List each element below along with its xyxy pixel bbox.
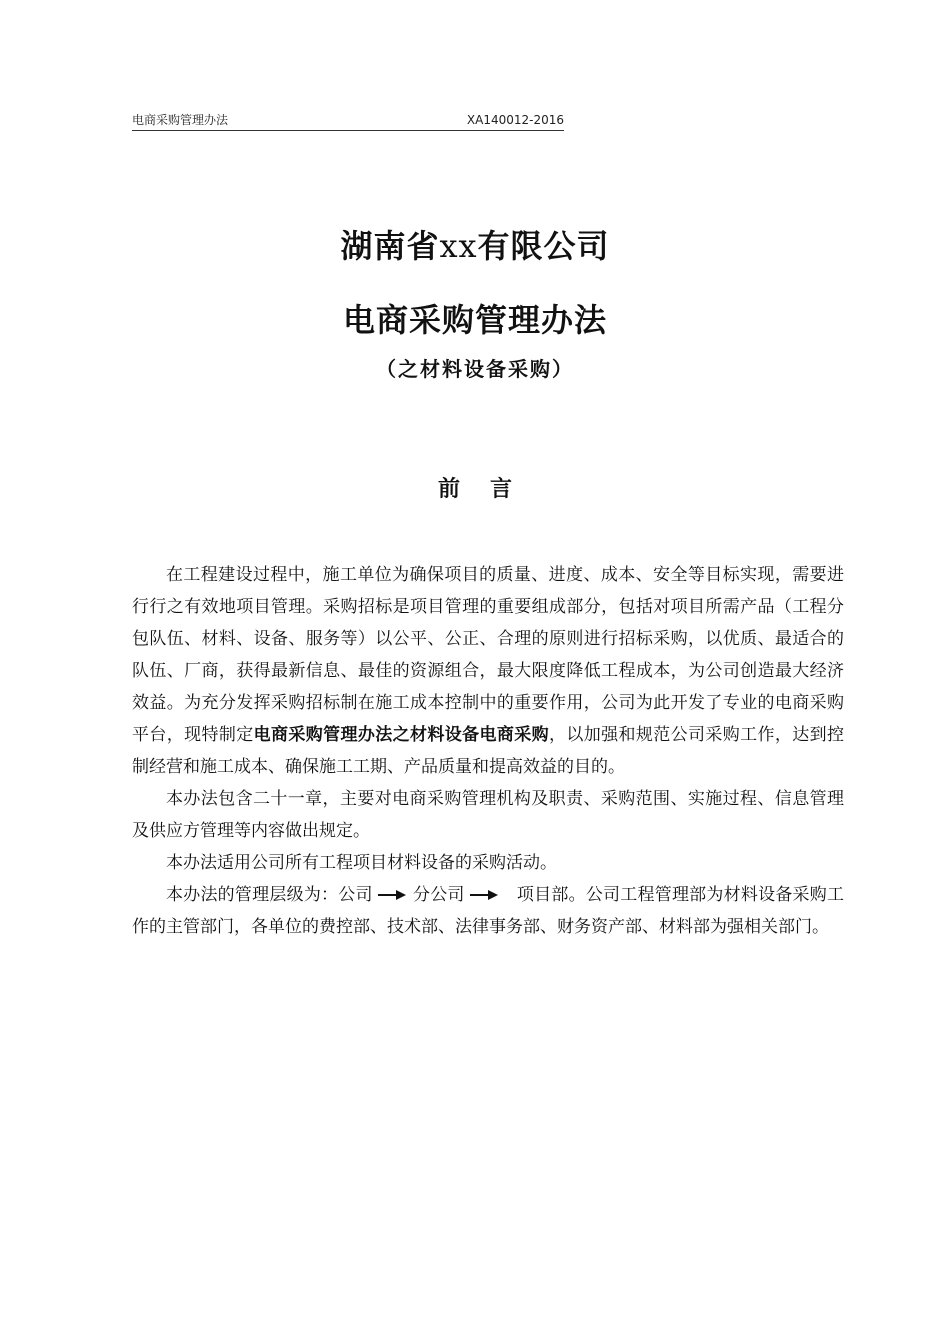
paragraph-1-text-a: 在工程建设过程中，施工单位为确保项目的质量、进度、成本、安全等目标实现，需要进行行之有效地项目管理。采购招标是项目管理的重要组成部分，包括对项目所需产品（工程分包队伍、材料、设备、服务等）以公平、公正、合理的原则进行招标采购，以优质、最适合的队伍、厂商，获得最新信息、最佳的资源组合，最大限度降低工程成本，为公司创造最大经济效益。为充分发挥采购招标制在施工成本控制中的重要作用，公司为此开发了专业的电商采购平台，现特制定 (132, 565, 844, 745)
paragraph-1 (132, 559, 844, 783)
paragraph-1-bold: 电商采购管理办法之材料设备电商采购 (253, 725, 549, 745)
preface-heading: 前言 (437, 477, 542, 502)
document-title: 电商采购管理办法 (342, 301, 607, 339)
company-title (0, 224, 950, 268)
company-title-part2: 有限公司 (477, 227, 610, 265)
preface-body (132, 559, 844, 943)
paragraph-4 (132, 879, 844, 943)
paragraph-4-text-a: 本办法的管理层级为：公司 (166, 885, 373, 905)
paragraph-4-text-c: 项目部。公司工程管理部为材料设备采购工作的主管部门，各单位的费控部、技术部、法律事务部、财务资产部、材料部为强相关部门。 (132, 885, 845, 937)
company-title-latin: xx (439, 227, 478, 265)
document-subtitle: （之材料设备采购） (376, 357, 574, 381)
header-doc-code: XA140012-2016 (466, 113, 564, 127)
paragraph-3: 本办法适用公司所有工程项目材料设备的采购活动。 (166, 853, 557, 873)
paragraph-2: 本办法包含二十一章，主要对电商采购管理机构及职责、采购范围、实施过程、信息管理及供应方管理等内容做出规定。 (132, 789, 844, 841)
paragraph-1-text-b: ，以加强和规范公司采购工作，达到控制经营和施工成本、确保施工工期、产品质量和提高效益的目的。 (132, 725, 844, 777)
paragraph-4-text-b: 分公司 (412, 885, 465, 905)
header-doc-title: 电商采购管理办法 (132, 113, 229, 127)
right-arrow-icon (377, 889, 407, 901)
page-header (132, 112, 564, 131)
right-arrow-icon (469, 889, 499, 901)
company-title-part1: 湖南省 (340, 227, 440, 265)
